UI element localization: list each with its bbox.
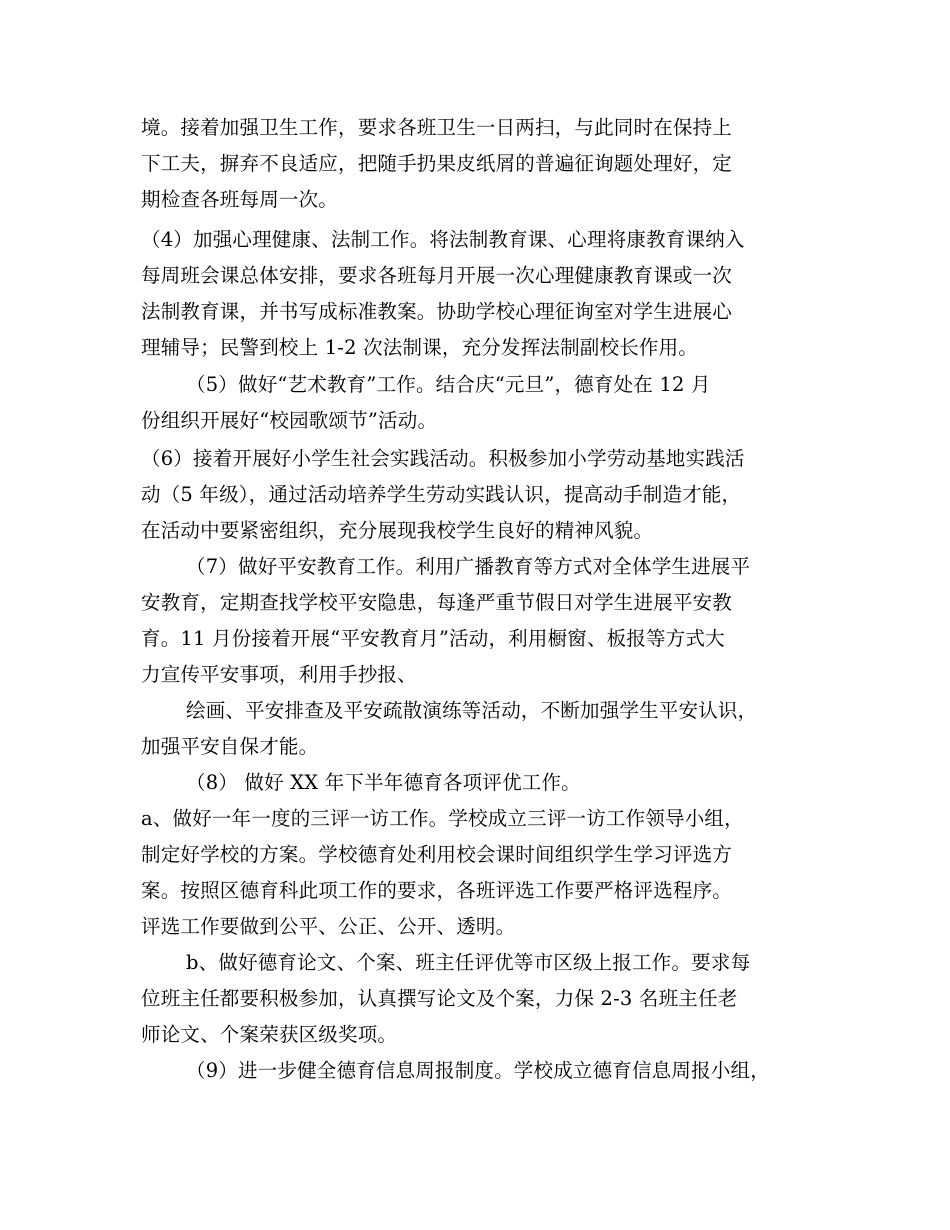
text-line: 评选工作要做到公平、公正、公开、透明。 (141, 915, 516, 938)
text-line: 动（5 年级），通过活动培养学生劳动实践认识，提高动手制造才能， (141, 483, 742, 506)
text-line: 育。11 月份接着开展“平安教育月”活动，利用橱窗、板报等方式大 (141, 627, 725, 650)
text-line: 份组织开展好“校园歌颂节”活动。 (141, 409, 438, 432)
text-line: 下工夫，摒弃不良适应，把随手扔果皮纸屑的普遍征询题处理好，定 (141, 152, 733, 175)
text-line: 在活动中要紧密组织，充分展现我校学生良好的精神风貌。 (141, 519, 654, 542)
text-line: 师论文、个案荣获区级奖项。 (141, 1023, 398, 1046)
text-line: （8） 做好 XX 年下半年德育各项评优工作。 (186, 771, 581, 794)
text-line: b、做好德育论文、个案、班主任评优等市区级上报工作。要求每 (186, 951, 751, 974)
text-line: 安教育，定期查找学校平安隐患，每逢严重节假日对学生进展平安教 (141, 591, 733, 614)
text-line: 案。按照区德育科此项工作的要求，各班评选工作要严格评选程序。 (141, 879, 733, 902)
text-line: （7）做好平安教育工作。利用广播教育等方式对全体学生进展平 (186, 555, 751, 578)
text-line: 理辅导；民警到校上 1-2 次法制课，充分发挥法制副校长作用。 (141, 336, 698, 359)
text-line: 加强平安自保才能。 (141, 735, 319, 758)
text-line: 位班主任都要积极参加，认真撰写论文及个案，力保 2-3 名班主任老 (141, 987, 738, 1010)
text-line: a、做好一年一度的三评一访工作。学校成立三评一访工作领导小组， (141, 807, 744, 830)
text-line: 法制教育课，并书写成标准教案。协助学校心理征询室对学生进展心 (141, 300, 733, 323)
text-line: 力宣传平安事项，利用手抄报、 (141, 663, 417, 686)
text-line: 每周班会课总体安排，要求各班每月开展一次心理健康教育课或一次 (141, 264, 733, 287)
text-line: 期检查各班每周一次。 (141, 188, 339, 211)
text-line: （6）接着开展好小学生社会实践活动。积极参加小学劳动基地实践活 (141, 447, 745, 470)
text-line: （4）加强心理健康、法制工作。将法制教育课、心理将康教育课纳入 (141, 228, 745, 251)
text-line: 绘画、平安排查及平安疏散演练等活动，不断加强学生平安认识， (186, 699, 758, 722)
text-line: 制定好学校的方案。学校德育处利用校会课时间组织学生学习评选方 (141, 843, 733, 866)
text-line: （9）进一步健全德育信息周报制度。学校成立德育信息周报小组， (186, 1059, 770, 1082)
text-line: 境。接着加强卫生工作，要求各班卫生一日两扫，与此同时在保持上 (141, 116, 733, 139)
text-line: （5）做好“艺术教育”工作。结合庆“元旦”，德育处在 12 月 (186, 373, 711, 396)
